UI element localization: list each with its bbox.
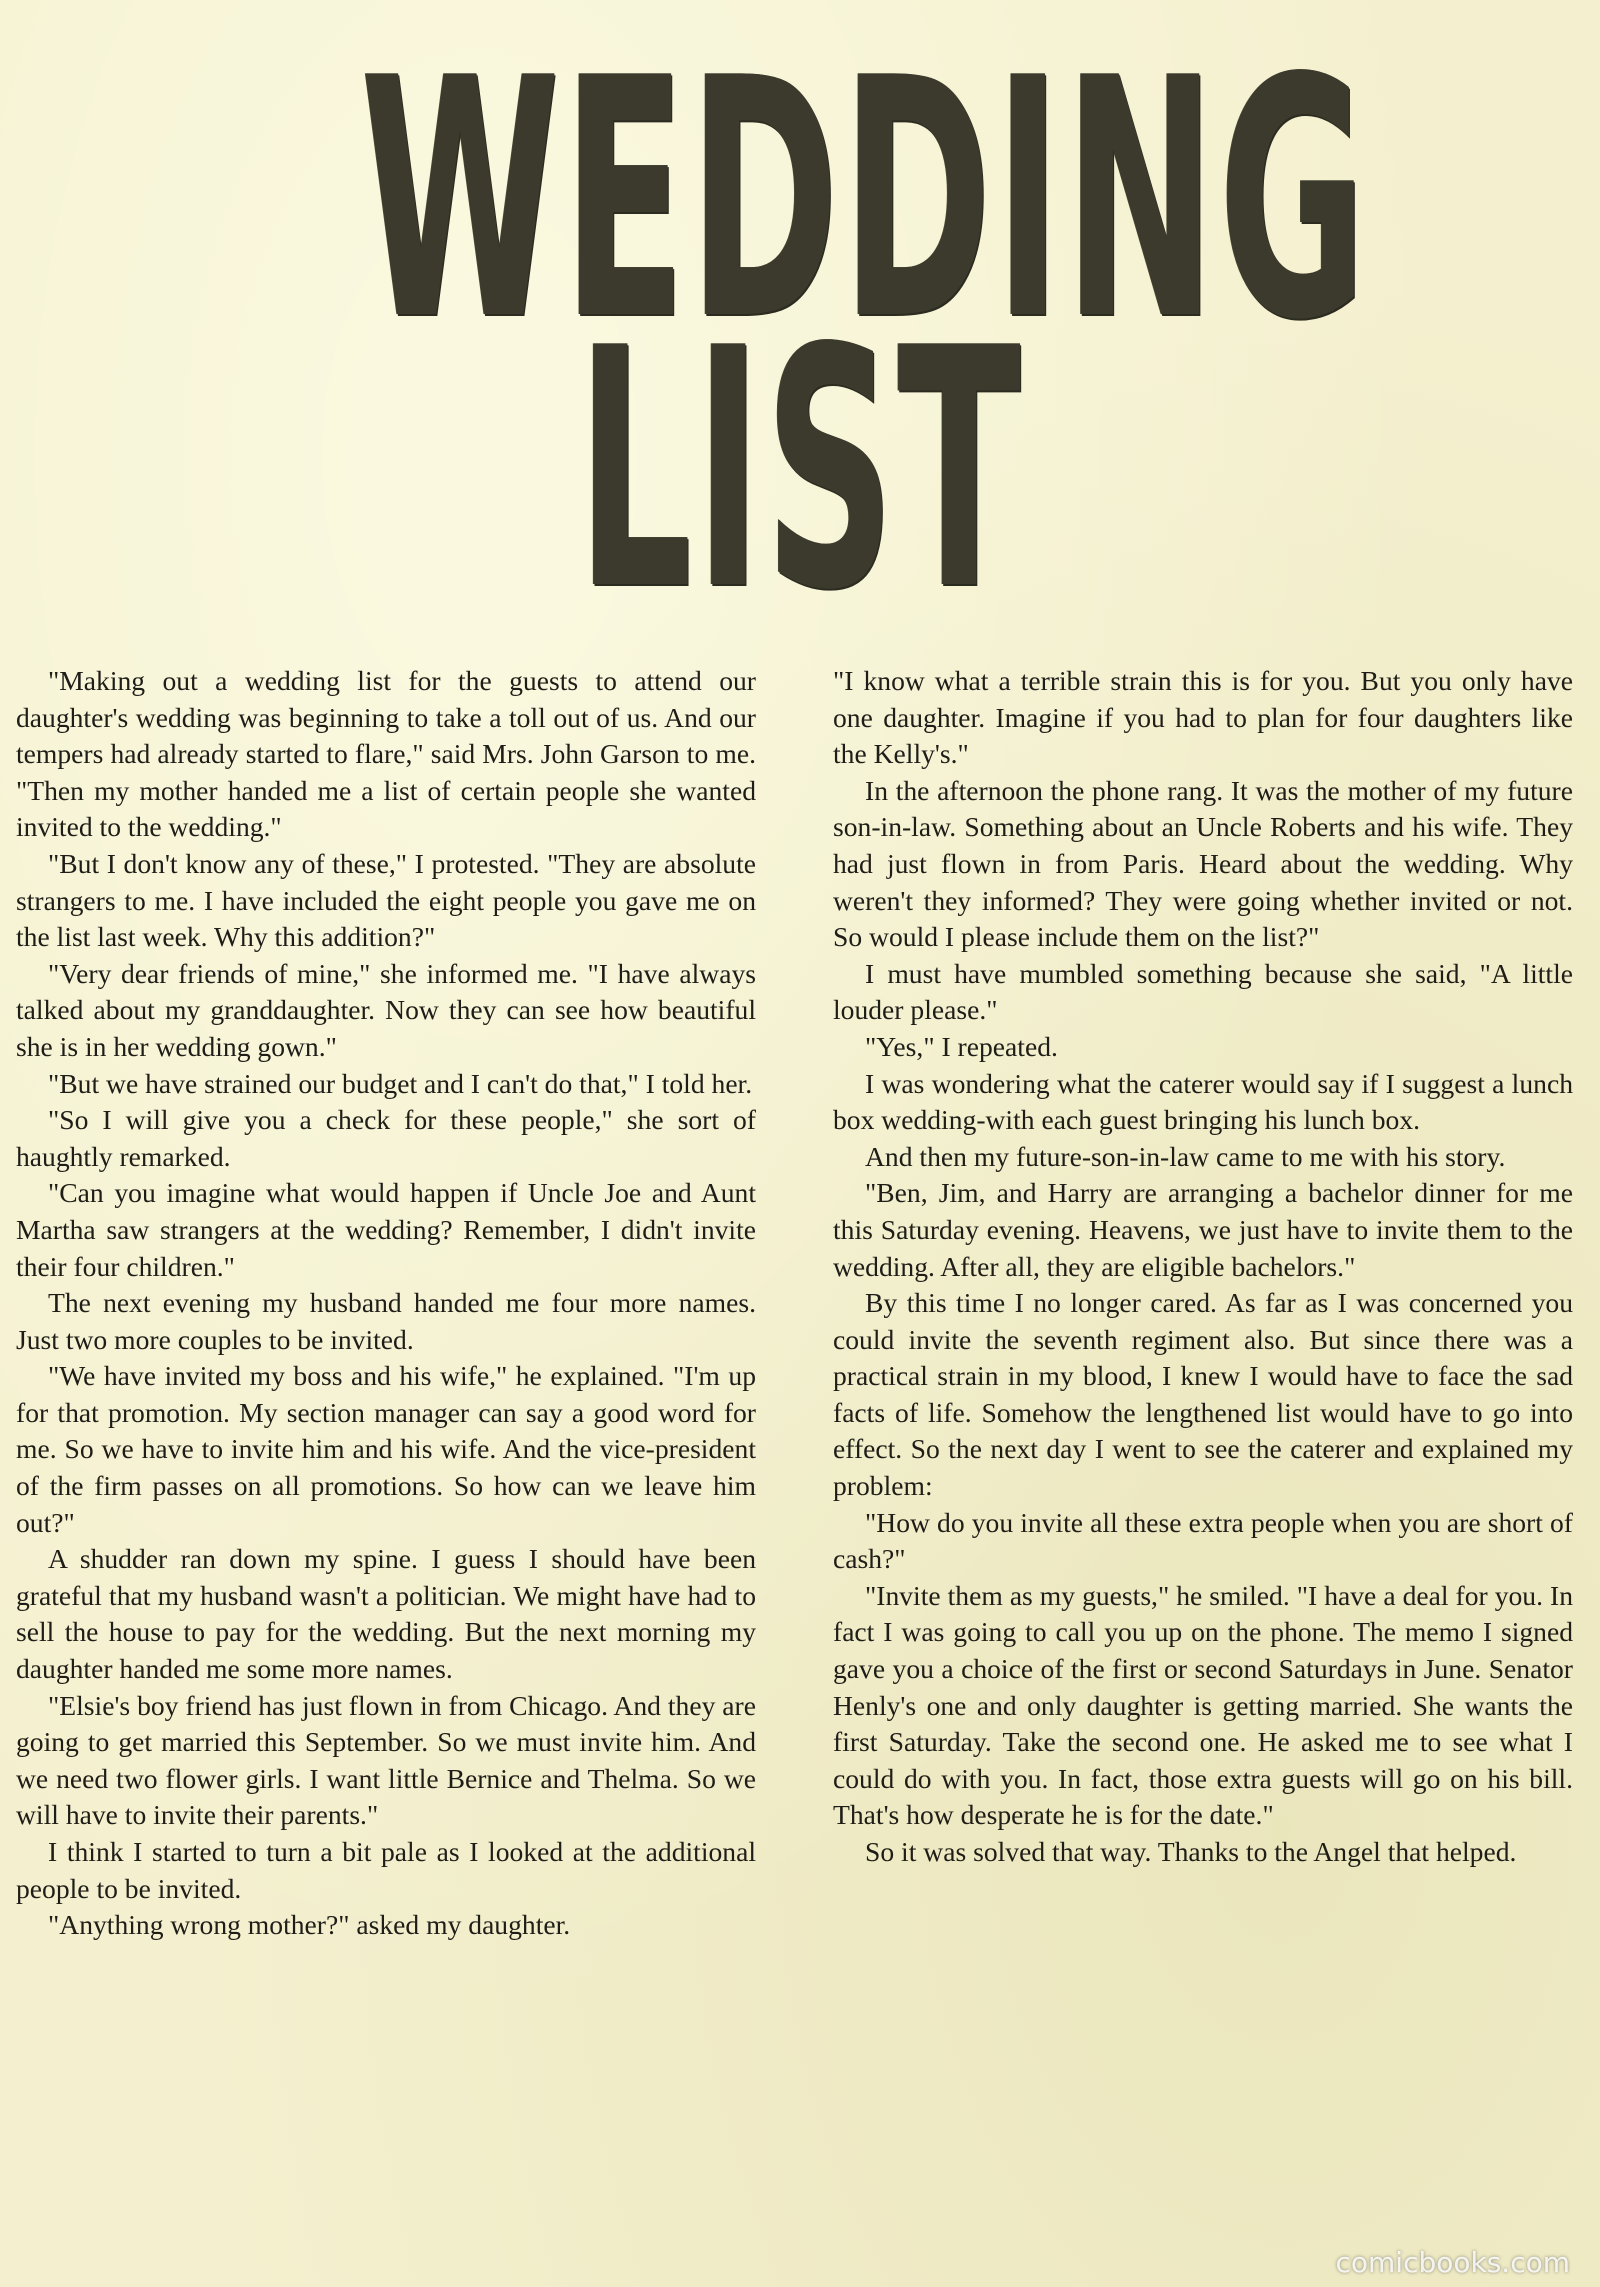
paragraph: "Very dear friends of mine," she informed me. "I have always talked about my granddaughter. Now they can see how beautiful she is in her wedding gown." [16, 957, 756, 1062]
paragraph: "Making out a wedding list for the guests to attend our daughter's wedding was beginning to take a toll out of us. And our tempers had already started to flare," said Mrs. John Garson to me. "Then my mother handed me a list of certain people she wanted invited to the wedding." [16, 665, 756, 843]
paragraph: "Yes," I repeated. [865, 1030, 1058, 1062]
paragraph: I must have mumbled something because she said, "A little louder please." [833, 957, 1573, 1026]
paragraph: So it was solved that way. Thanks to the Angel that helped. [865, 1836, 1517, 1867]
paragraph: I think I started to turn a bit pale as I looked at the additional people to be invited. [16, 1836, 756, 1904]
paragraph: "We have invited my boss and his wife," he explained. "I'm up for that promotion. My section manager can say a good word for me. So we have to invite him and his wife. And the vice-president of the firm passes on all promotions. So how can we leave him out?" [16, 1360, 756, 1538]
story-title-line-2: LIST [576, 278, 1024, 662]
paragraph: "Elsie's boy friend has just flown in from Chicago. And they are going to get married this September. So we must invite him. And we need two flower girls. I want little Bernice and Thelma. So we will have to invite their parents." [16, 1689, 756, 1831]
paragraph: By this time I no longer cared. As far as I was concerned you could invite the seventh regiment also. But since there was a practical strain in my blood, I knew I would have to face the sad facts of life. Somehow the lengthened list would have to go into effect. So the next day I went to see the caterer and explained my problem: [833, 1287, 1573, 1502]
paragraph: "But I don't know any of these," I protested. "They are absolute strangers to me. I have included the eight people you gave me on the list last week. Why this addition?" [16, 847, 756, 953]
story-title-line-1: WEDDING [360, 8, 1370, 392]
paragraph: In the afternoon the phone rang. It was the mother of my future son-in-law. Something about an Uncle Roberts and his wife. They had just flown in from Paris. Heard about the wedding. Why weren't they informed? They were going whether invited or not. So would I please include them on the list?" [833, 774, 1573, 953]
paragraph: I was wondering what the caterer would say if I suggest a lunch box wedding-with each guest bringing his lunch box. [833, 1067, 1573, 1136]
paragraph: A shudder ran down my spine. I guess I should have been grateful that my husband wasn't a politician. We might have had to sell the house to pay for the wedding. But the next morning my daughter handed me some more names. [16, 1543, 756, 1685]
paragraph: And then my future-son-in-law came to me with his story. [865, 1140, 1506, 1172]
watermark: comicbooks.com [1335, 2246, 1570, 2279]
paragraph: "But we have strained our budget and I can't do that," I told her. [48, 1067, 753, 1099]
paragraph: "How do you invite all these extra people when you are short of cash?" [833, 1506, 1573, 1575]
paragraph: "Invite them as my guests," he smiled. "I have a deal for you. In fact I was going to call you up on the phone. The memo I signed gave you a choice of the first or second Saturdays in June. Senator Henly's one and only daughter is getting married. She wants the first Saturday. Take the second one. He asked me to see what I could do with you. In fact, those extra guests will go on his bill. That's how desperate he is for the date." [833, 1579, 1573, 1831]
paragraph: "Can you imagine what would happen if Uncle Joe and Aunt Martha saw strangers at the wedding? Remember, I didn't invite their four children." [16, 1177, 756, 1282]
paragraph: The next evening my husband handed me four more names. Just two more couples to be invited. [16, 1287, 756, 1355]
paragraph: "So I will give you a check for these people," she sort of haughtly remarked. [16, 1104, 756, 1172]
paragraph: "Ben, Jim, and Harry are arranging a bachelor dinner for me this Saturday evening. Heavens, we just have to invite them to the wedding. After all, they are eligible bachelors." [833, 1177, 1573, 1282]
left-text-column [16, 663, 756, 1944]
paragraph: "I know what a terrible strain this is for you. But you only have one daughter. Imagine if you had to plan for four daughters like the Kelly's." [833, 665, 1573, 770]
paragraph: "Anything wrong mother?" asked my daughter. [48, 1909, 571, 1941]
right-text-column [833, 663, 1573, 1871]
